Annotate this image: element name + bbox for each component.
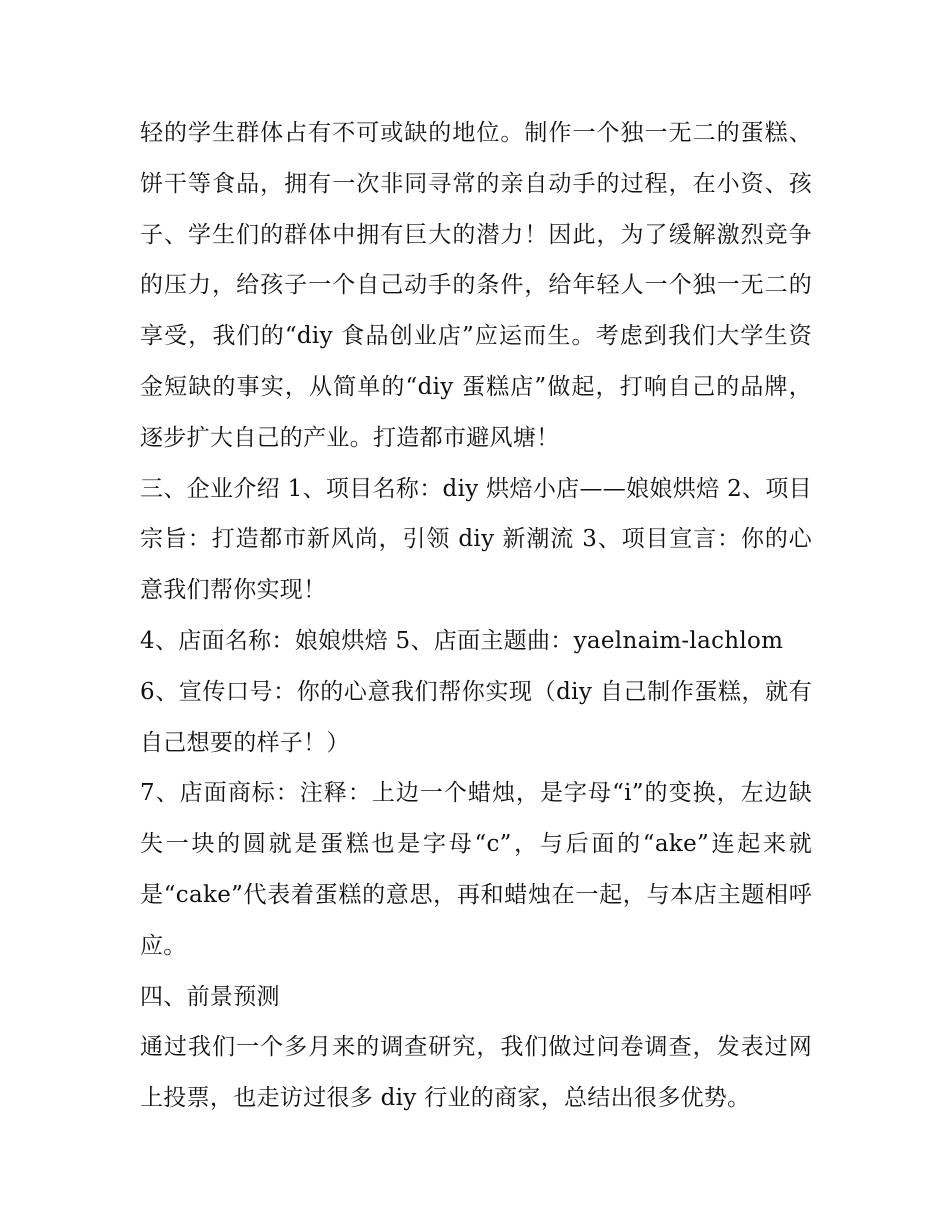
- paragraph-logo: 7、店面商标：注释：上边一个蜡烛，是字母“i”的变换，左边缺失一块的圆就是蛋糕也是字母“c”，与后面的“ake”连起来就是“cake”代表着蛋糕的意思，再和蜡烛在一起，与本店主题相呼应。: [140, 780, 812, 959]
- paragraph-slogan: 6、宣传口号：你的心意我们帮你实现（diy 自己制作蛋糕，就有自己想要的样子！）: [140, 678, 812, 756]
- paragraph-company-intro: 三、企业介绍 1、项目名称：diy 烘焙小店——娘娘烘焙 2、项目宗旨：打造都市新风尚，引领 diy 新潮流 3、项目宣言：你的心意我们帮你实现！: [140, 475, 812, 604]
- paragraph-research: 通过我们一个多月来的调查研究，我们做过问卷调查，发表过网上投票，也走访过很多 diy 行业的商家，总结出很多优势。: [140, 1034, 812, 1112]
- document-page: [140, 108, 812, 1124]
- paragraph-store-name: 4、店面名称：娘娘烘焙 5、店面主题曲：yaelnaim-lachlom: [140, 627, 784, 654]
- paragraph-intro: 轻的学生群体占有不可或缺的地位。制作一个独一无二的蛋糕、饼干等食品，拥有一次非同寻常的亲自动手的过程，在小资、孩子、学生们的群体中拥有巨大的潜力！因此，为了缓解激烈竞争的压力，给孩子一个自己动手的条件，给年轻人一个独一无二的享受，我们的“diy 食品创业店”应运而生。考虑到我们大学生资金短缺的事实，从简单的“diy 蛋糕店”做起，打响自己的品牌，逐步扩大自己的产业。打造都市避风塘！: [140, 120, 812, 451]
- section-heading-outlook: 四、前景预测: [140, 983, 280, 1010]
